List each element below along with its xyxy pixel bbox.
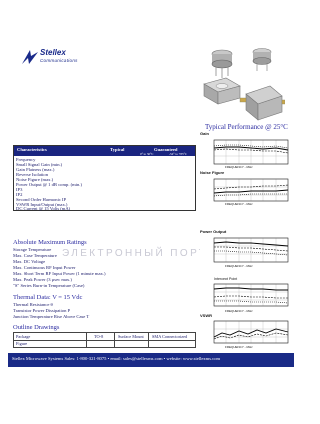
absmax-row: Max. DC Voltage [13, 259, 46, 264]
outline-header-sma: SMA Connectorized [152, 334, 188, 339]
graph-title-gain: Gain [200, 131, 209, 136]
outline-col-divider [86, 333, 87, 347]
absmax-row: Max. Short Term RF Input Power (1 minute max.) [13, 271, 106, 276]
header-range-a: 0° to 50°C [140, 152, 154, 156]
graph-title-intercept-point: Intercept Point [214, 277, 238, 281]
char-row: IP3 [16, 187, 23, 192]
product-photos-image [200, 38, 285, 130]
char-row: Frequency [16, 157, 36, 162]
characteristics-table [13, 145, 196, 211]
absmax-row: Max. Continuous RF Input Power [13, 265, 76, 270]
header-range-b: -54° to +85°C [169, 152, 187, 156]
intercept-point-graph [200, 280, 292, 312]
outline-header-package: Package [16, 334, 31, 339]
char-row: Second Order Harmonic IP [16, 197, 67, 202]
thermal-row: Junction Temperature Rise Above Case T [13, 314, 90, 319]
graph-title-noise-figure: Noise Figure [200, 170, 225, 175]
char-row: VSWR Input/Output (max.) [16, 202, 68, 207]
noise-figure-xlabel: FREQUENCY - MHz [225, 202, 253, 206]
outline-title: Outline Drawings [13, 324, 60, 331]
vswr-xlabel: FREQUENCY - MHz [225, 345, 253, 349]
absmax-row: Max. Case Temperature [13, 253, 57, 258]
outline-col-divider [148, 333, 149, 347]
char-row: Noise Figure (max.) [16, 177, 54, 182]
intercept-point-xlabel: FREQUENCY - MHz [225, 309, 253, 313]
graph-title-power-output: Power Output [200, 229, 227, 234]
power-output-xlabel: FREQUENCY - MHz [225, 264, 253, 268]
power-output-graph [200, 234, 292, 268]
char-row: Gain Flatness (max.) [16, 167, 55, 172]
outline-row-figure: Figure [16, 341, 28, 346]
thermal-row: Transistor Power Dissipation P [13, 308, 71, 313]
brand-subtitle: Communications [40, 58, 78, 63]
absmax-row: Max. Peak Power (3 µsec max.) [13, 277, 72, 282]
thermal-row: Thermal Resistance θ [13, 302, 53, 307]
absmax-row: Storage Temperature [13, 247, 52, 252]
char-row: Small Signal Gain (min.) [16, 162, 63, 167]
header-typical: Typical [110, 147, 125, 152]
outline-header-to8: TO-8 [94, 334, 104, 339]
stellex-logo-icon [20, 48, 40, 66]
char-row: Reverse Isolation [16, 172, 49, 177]
outline-divider [14, 340, 195, 341]
header-guaranteed: Guaranteed [154, 147, 178, 152]
thermal-title: Thermal Data: V = 15 Vdc [13, 294, 83, 301]
graph-title-vswr: VSWR [200, 313, 212, 318]
typical-performance-title: Typical Performance @ 25°C [205, 123, 288, 131]
absolute-max-title: Absolute Maximum Ratings [13, 239, 87, 246]
outline-table [13, 332, 196, 348]
char-row: Power Output @ 1 dB comp. (min.) [16, 182, 82, 187]
outline-header-surface-mount: Surface Mount [118, 334, 144, 339]
gain-xlabel: FREQUENCY - MHz [225, 165, 253, 169]
brand-name: Stellex [40, 48, 66, 57]
footer-contact-text: Stellex Microwave Systems Sales: 1-800-321-8075 • email: sales@stellexms.com • website: www.stellexms.com [12, 356, 221, 361]
char-row: DC Current @ 15 Volts (mA) [16, 206, 71, 211]
outline-col-divider [114, 333, 115, 347]
watermark: ЭЛЕКТРОННЫЙ ПОРТАЛ [62, 248, 226, 259]
header-characteristics: Characteristics [17, 147, 47, 152]
characteristics-table-header [14, 146, 195, 156]
absmax-row: "S" Series Burn-in Temperature (Case) [13, 283, 85, 288]
char-row: IP2 [16, 192, 23, 197]
